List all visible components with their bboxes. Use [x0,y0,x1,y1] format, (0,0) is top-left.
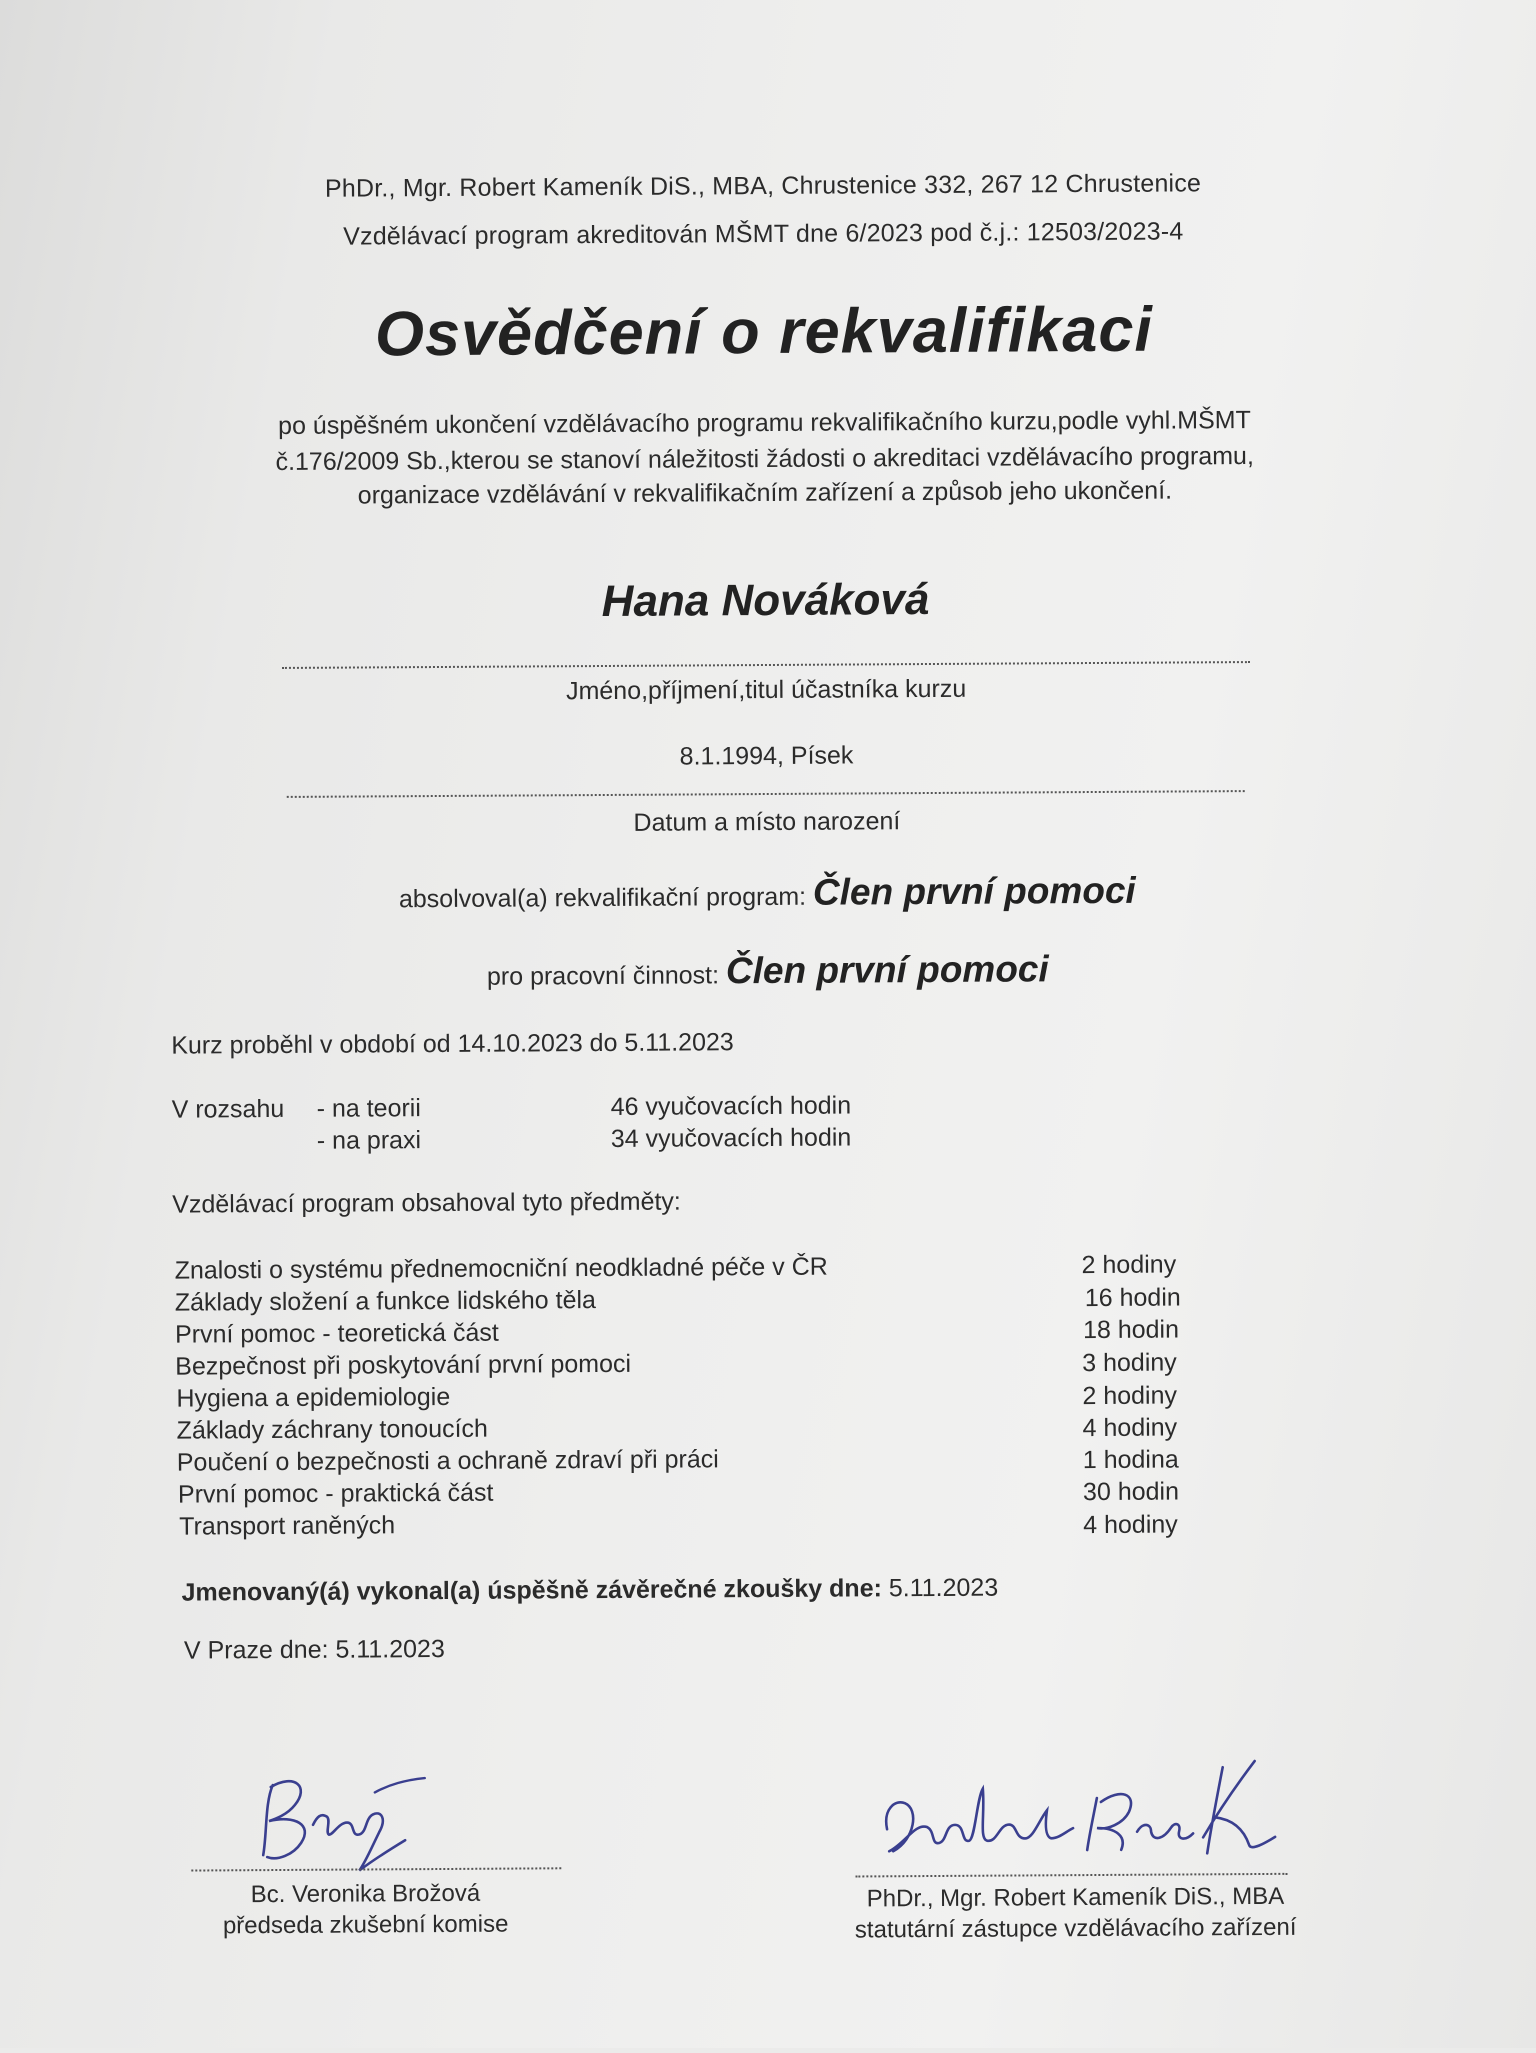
subject-name: První pomoc - praktická část [177,1478,494,1509]
subject-name: Poučení o bezpečnosti a ochraně zdraví při práci [176,1445,719,1477]
program-label: absolvoval(a) rekvalifikační program: [398,882,807,914]
name-caption: Jméno,příjmení,titul účastníka kurzu [565,674,967,706]
subjects-heading: Vzdělávací program obsahoval tyto předměty: [172,1187,681,1219]
intro-line-3: organizace vzdělávání v rekvalifikačním zařízení a způsob jeho ukončení. [357,476,1173,510]
subject-name: Základy složení a funkce lidského těla [174,1286,596,1317]
theory-hours: 46 vyučovacích hodin [610,1091,852,1121]
activity-label: pro pracovní činnost: [486,961,720,991]
subject-name: První pomoc - teoretická část [174,1318,499,1349]
subject-name: Hygiena a epidemiologie [176,1382,451,1413]
practice-label: - na praxi [316,1126,422,1155]
activity-line [0,945,1536,996]
left-signatory-role: předseda zkušební komise [222,1910,509,1940]
program-line [0,867,1535,918]
subject-name: Transport raněných [179,1511,396,1541]
scope-label: V rozsahu [171,1094,285,1124]
birth-dotted-line [287,790,1245,798]
subject-hours: 3 hodiny [1082,1348,1177,1378]
right-signature-dotted-line [855,1873,1287,1878]
left-signatory-name: Bc. Veronika Brožová [250,1879,481,1909]
name-dotted-line [282,661,1250,669]
subject-hours: 2 hodiny [1081,1250,1177,1280]
subject-hours: 16 hodin [1084,1283,1181,1313]
accreditation-line: Vzdělávací program akreditován MŠMT dne 6/2023 pod č.j.: 12503/2023-4 [343,217,1184,251]
issuer-line: PhDr., Mgr. Robert Kameník DiS., MBA, Chrustenice 332, 267 12 Chrustenice [324,169,1202,203]
birth-caption: Datum a místo narození [633,807,901,837]
activity-value: Člen první pomoci [725,948,1049,992]
subject-hours: 2 hodiny [1082,1381,1178,1411]
intro-line-2: č.176/2009 Sb.,kterou se stanoví náležitosti žádosti o akreditaci vzdělávacího programu, [275,442,1254,476]
birth-date-place: 8.1.1994, Písek [679,741,854,771]
subject-name: Základy záchrany tonoucích [176,1414,488,1445]
right-signature-caption [805,1880,1345,1945]
signature-brozova-image [255,1762,456,1873]
subject-hours: 1 hodina [1082,1445,1179,1475]
subject-hours: 4 hodiny [1082,1413,1178,1443]
subject-name: Znalosti o systému přednemocniční neodkladné péče v ČR [174,1252,828,1285]
theory-label: - na teorii [316,1094,421,1123]
exam-date: 5.11.2023 [888,1573,999,1603]
signature-kamenik-image [875,1757,1296,1870]
left-signature-caption [155,1877,575,1942]
intro-line-1: po úspěšném ukončení vzdělávacího programu rekvalifikačního kurzu,podle vyhl.MŠMT [278,406,1251,440]
program-value: Člen první pomoci [812,869,1136,913]
course-period: Kurz proběhl v období od 14.10.2023 do 5.11.2023 [171,1028,734,1060]
exam-label: Jmenovaný(á) vykonal(a) úspěšně závěrečné zkoušky dne: [181,1574,882,1607]
practice-hours: 34 vyučovacích hodin [610,1123,852,1153]
subject-hours: 18 hodin [1082,1315,1180,1345]
subject-hours: 4 hodiny [1083,1510,1178,1540]
exam-line [182,1574,999,1608]
participant-name: Hana Nováková [601,575,930,627]
place-date: V Praze dne: 5.11.2023 [183,1634,445,1665]
right-signatory-name: PhDr., Mgr. Robert Kameník DiS., MBA [866,1882,1285,1913]
certificate-title: Osvědčení o rekvalifikaci [374,294,1154,370]
right-signatory-role: statutární zástupce vzdělávacího zařízení [854,1913,1297,1944]
subject-name: Bezpečnost při poskytování první pomoci [175,1349,632,1381]
subject-hours: 30 hodin [1082,1477,1180,1507]
